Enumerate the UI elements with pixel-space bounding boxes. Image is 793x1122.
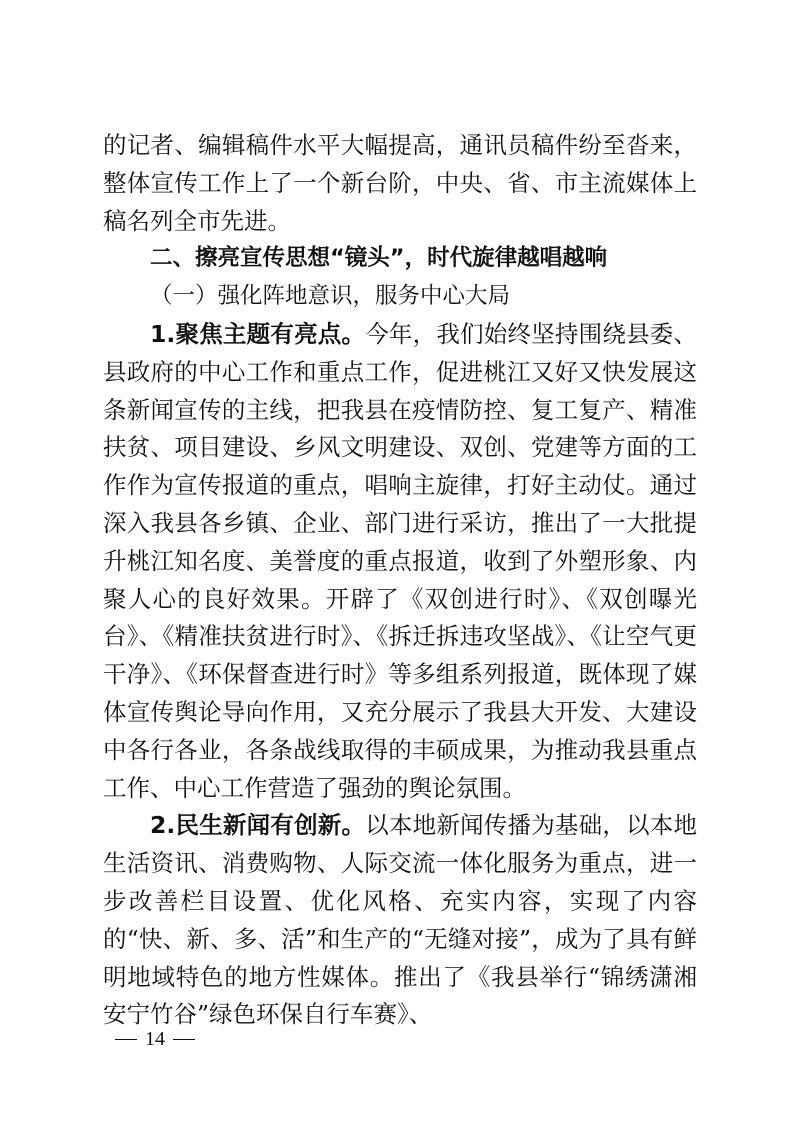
paragraph-focus-theme	[103, 316, 697, 807]
paragraph-livelihood-news	[103, 807, 697, 1034]
document-body	[103, 127, 697, 1034]
dash-right	[173, 1039, 195, 1040]
section-heading: 二、擦亮宣传思想“镜头”，时代旋律越唱越响	[150, 245, 608, 272]
dash-left	[115, 1039, 137, 1040]
paragraph-text: 今年，我们始终坚持围绕县委、县政府的中心工作和重点工作，促进桃江又好又快发展这条新闻宣传的主线，把我县在疫情防控、复工复产、精准扶贫、项目建设、乡风文明建设、双创、党建等方面的工作作为宣传报道的重点，唱响主旋律，打好主动仗。通过深入我县各乡镇、企业、部门进行采访，推出了一大批提升桃江知名度、美誉度的重点报道，收到了外塑形象、内聚人心的良好效果。开辟了《双创进行时》、《双创曝光台》、《精准扶贫进行时》、《拆迁拆违攻坚战》、《让空气更干净》、《环保督查进行时》等多组系列报道，既体现了媒体宣传舆论导向作用，又充分展示了我县大开发、大建设中各行各业，各条战线取得的丰硕成果，为推动我县重点工作、中心工作营造了强劲的舆论氛围。	[103, 319, 698, 802]
paragraph-continued: 的记者、编辑稿件水平大幅提高，通讯员稿件纷至沓来，整体宣传工作上了一个新台阶，中央、省、市主流媒体上稿名列全市先进。	[103, 131, 697, 235]
subsection-heading: （一）强化阵地意识，服务中心大局	[150, 283, 511, 310]
paragraph-lead: 1.聚焦主题有亮点。	[150, 319, 366, 348]
page-number: 14	[145, 1028, 165, 1050]
paragraph-text: 以本地新闻传播为基础，以本地生活资讯、消费购物、人际交流一体化服务为重点，进一步改善栏目设置、优化风格、充实内容，实现了内容的“快、新、多、活”和生产的“无缝对接”，成为了具有鲜明地域特色的地方性媒体。推出了《我县举行“锦绣潇湘 安宁竹谷”绿色环保自行车赛》、	[103, 811, 698, 1029]
page-footer	[115, 1028, 195, 1051]
paragraph-lead: 2.民生新闻有创新。	[150, 811, 366, 840]
